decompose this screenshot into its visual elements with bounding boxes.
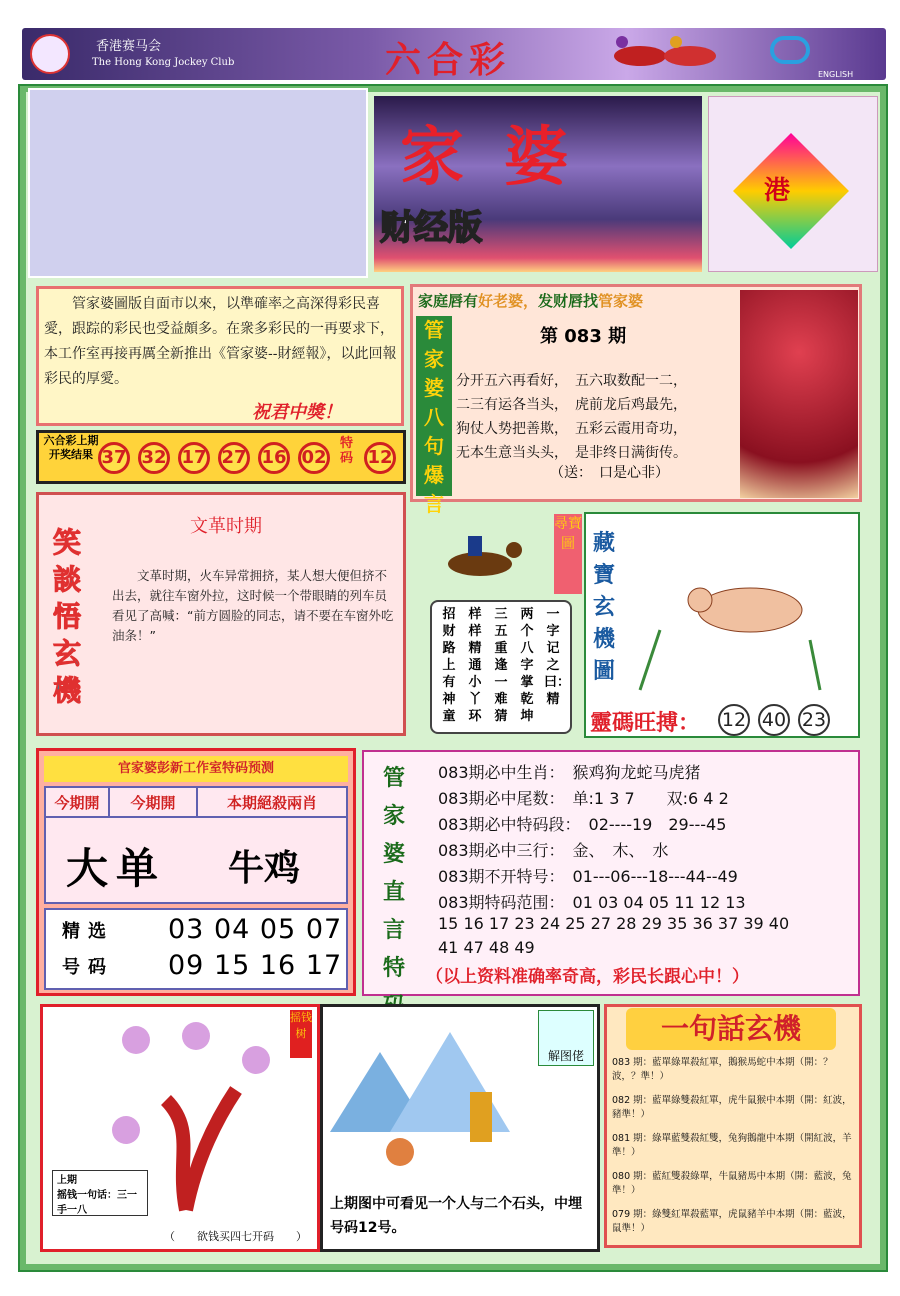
tree-badge: 摇钱树 [290,1010,312,1058]
riddle-line: 080 期：藍紅雙殺綠單，牛鼠豬馬中本期（開：藍波，兔準！） [612,1171,852,1196]
result-ball: 27 [218,442,250,474]
select-numbers: 09 15 16 17 [168,950,343,981]
english-link[interactable]: ENGLISH [818,70,854,79]
ling-number: 12 [718,704,750,736]
joke-text: 文革时期，火车异常拥挤，某人想大便但挤不出去，就往车窗外拉，这时候一个带眼睛的列车员看见了高喊：“前方圆脸的同志，请不要在车窗外吃油条！” [112,568,394,643]
lottery-title: 六合彩 [385,40,512,81]
last-period-box [52,1170,148,1216]
direct-note: （以上资料准确率奇高，彩民长跟心中！） [426,967,749,987]
direct-line: 41 47 48 49 [438,938,535,957]
result-ball: 02 [298,442,330,474]
scroll-column: 三五重逢一难猜 [494,607,508,724]
blank-panel [30,90,366,276]
last-period-label: 上期 [57,1175,77,1186]
poem-side-label: 管家婆八句爆言 [416,316,452,496]
poem-line: 二三有运各当头， 虎前龙后鸡最先， [456,397,687,413]
decode-badge: 解图佬 [538,1010,594,1066]
prediction-title: 官家婆彭新工作室特码预测 [44,756,348,782]
direct-side-label: 管家婆直言特 [382,766,405,981]
ling-number: 23 [798,704,830,736]
hkjc-logo-icon[interactable] [30,34,70,74]
joke-side-label: 笑談悟玄機 [52,526,81,707]
result-ball: 17 [178,442,210,474]
special-ball: 12 [364,442,396,474]
poem-line: 狗仗人势把善欺， 五彩云霞用奇功， [456,421,687,437]
blessing-text: 祝君中獎！ [252,402,342,423]
poem-line: 分开五六再看好， 五六取数配一二， [456,373,687,389]
prediction-value: 大单 [66,844,167,893]
grid-header: 本期絕殺兩肖 [198,788,346,818]
last-period-text: 摇钱一句话：三一手一八 [57,1190,137,1216]
poem-header-c: 发财唇找 [538,292,599,310]
select-numbers: 03 04 05 07 [168,914,343,945]
grid-header: 今期開 [110,788,198,818]
club-name-en: The Hong Kong Jockey Club [92,57,235,68]
cow-icon [620,530,856,700]
select-label: 精选号码 [62,921,114,978]
ling-label: 靈碼旺搏： [590,711,701,736]
poem-line: 无本生意当头头， 是非终日满街传。 [456,445,687,461]
direct-line: 083期必中尾数： 单:1 3 7 双:6 4 2 [438,789,729,808]
bride-image [740,290,858,498]
scroll-column: 两个八字掌乾坤 [520,607,534,724]
riddle-line: 079 期：綠雙紅單殺藍單，虎鼠豬羊中本期（開：藍波，鼠準！） [612,1209,852,1234]
treasure-title: 藏寶玄機圖 [592,531,615,684]
scroll-column: 一字记之曰：精 [544,607,571,707]
result-ball: 37 [98,442,130,474]
poem-header-a: 家庭唇有 [418,292,479,310]
riddle-line: 082 期：藍單綠雙殺紅單，虎牛鼠猴中本期（開：紅波，豬準！） [612,1095,852,1120]
joke-title: 文革时期 [190,516,262,537]
kill-value: 牛鸡 [228,848,301,889]
direct-line: 083期必中特码段： 02----19 29---45 [438,815,727,834]
english-logo-icon[interactable] [770,36,810,64]
result-label: 六合彩上期开奖结果 [43,434,99,461]
special-label: 特码 [340,436,354,466]
treasure-tag: 尋寶圖 [554,514,582,594]
direct-line: 083期必中生肖： 猴鸡狗龙蛇马虎猪 [438,763,701,782]
riddle-line: 083 期：藍單綠單殺紅單，鵝猴馬蛇中本期（開：？波，？準！） [612,1057,833,1082]
tree-caption: （ 欲钱买四七开码 ） [164,1230,307,1243]
horses-icon [600,30,730,76]
poem-header [418,290,768,311]
direct-line: 083期不开特号： 01---06---18---44--49 [438,867,738,886]
period-number: 第 083 期 [540,326,627,347]
scroll-column: 样样精通小丫环 [468,607,482,724]
banner-subtitle: 财经版 [380,208,482,248]
direct-line: 083期必中三行： 金、 木、 水 [438,841,669,860]
picture-text: 上期图中可看见一个人与二个石头，中埋号码12号。 [330,1196,582,1236]
result-ball: 16 [258,442,290,474]
gang-badge: 港 [764,176,791,206]
mountain-scene-icon [330,1012,538,1188]
intro-text: 管家婆圖版自面市以來，以準確率之高深得彩民喜愛，跟踪的彩民也受益頗多。在衆多彩民的一再要求下，本工作室再接再厲全新推出《管家婆--財經報》，以此回報彩民的厚愛。 [44,296,397,387]
direct-line: 083期特码范围： 01 03 04 05 11 12 13 [438,893,746,912]
result-ball: 32 [138,442,170,474]
grid-header: 今期開 [46,788,110,818]
poem-header-d: 管家婆 [598,292,644,310]
club-name-cn: 香港赛马会 [96,39,162,54]
poem-header-b: 好老婆， [478,292,539,310]
banner-title: 家婆 [400,120,608,195]
riddle-title: 一句話玄機 [626,1008,836,1050]
scroll-column: 招财路上有神童 [442,607,456,724]
horse-rider-icon [424,528,534,592]
direct-line: 15 16 17 23 24 25 27 28 29 35 36 37 39 40 [438,914,790,933]
poem-gift: （送： 口是心非） [550,465,669,481]
ling-number: 40 [758,704,790,736]
riddle-line: 081 期：綠單藍雙殺紅雙，兔狗鵝龍中本期（開紅波，羊準！） [612,1133,852,1158]
